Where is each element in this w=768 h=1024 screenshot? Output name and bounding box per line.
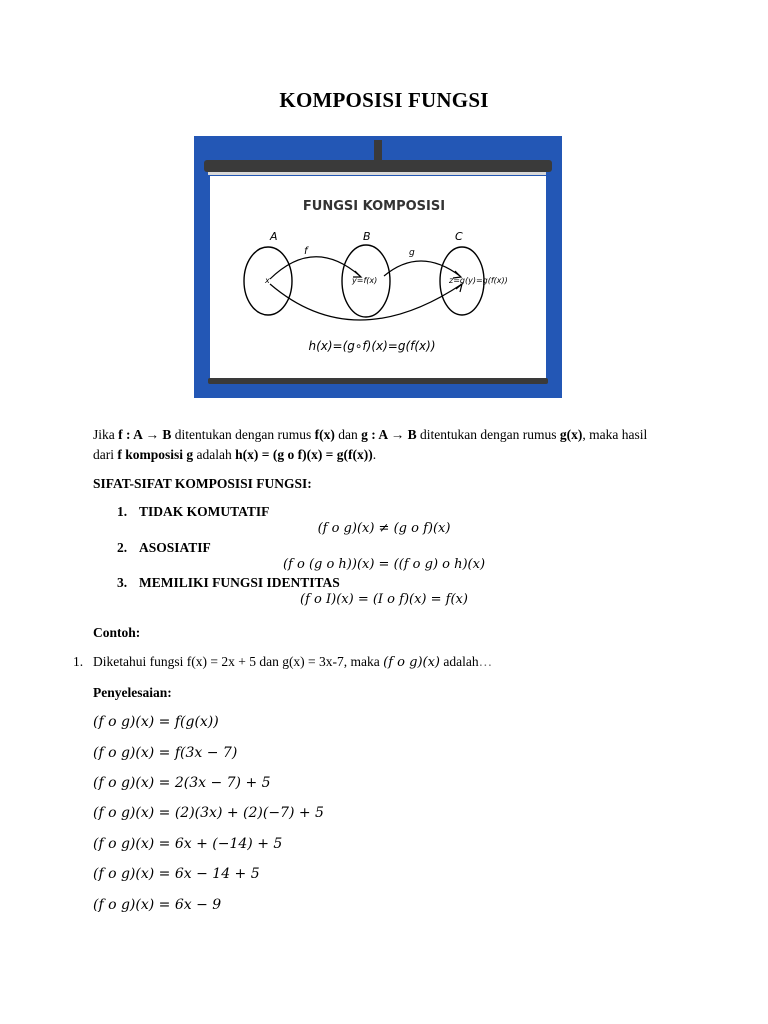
solution-step: (f o g)(x) = 2(3x − 7) + 5 xyxy=(93,775,271,791)
property-label: TIDAK KOMUTATIF xyxy=(139,504,270,519)
example-number: 1. xyxy=(73,654,84,669)
property-formula: (f o (g o h))(x) = ((f o g) o h)(x) xyxy=(282,557,486,572)
rail-hanger xyxy=(374,140,382,162)
solution-step: (f o g)(x) = f(g(x)) xyxy=(93,714,219,730)
property-number: 3. xyxy=(117,575,128,590)
composition-diagram xyxy=(194,136,562,398)
solution-step: (f o g)(x) = f(3x − 7) xyxy=(93,745,238,761)
property-formula: (f o g)(x) ≠ (g o f)(x) xyxy=(317,521,451,536)
solution-heading: Penyelesaian: xyxy=(93,685,172,700)
property-formula: (f o I)(x) = (I o f)(x) = f(x) xyxy=(300,592,468,607)
set-label-c: C xyxy=(455,230,463,243)
element-y: y=f(x) xyxy=(352,276,378,285)
property-label: ASOSIATIF xyxy=(139,540,211,555)
property-label: MEMILIKI FUNGSI IDENTITAS xyxy=(139,575,340,590)
property-number: 2. xyxy=(117,540,128,555)
diagram-heading: FUNGSI KOMPOSISI xyxy=(302,199,446,214)
element-x: x xyxy=(265,276,270,285)
set-label-b: B xyxy=(363,230,371,243)
element-z: z=g(y)=g(f(x)) xyxy=(449,276,508,285)
example-question: Diketahui fungsi f(x) = 2x + 5 dan g(x) = 3x-7, maka (f o g)(x) adalah… xyxy=(93,654,493,670)
property-number: 1. xyxy=(117,504,128,519)
solution-step: (f o g)(x) = 6x + (−14) + 5 xyxy=(93,836,283,852)
example-heading: Contoh: xyxy=(93,625,141,640)
set-label-a: A xyxy=(270,230,278,243)
page-title: KOMPOSISI FUNGSI xyxy=(279,88,489,112)
solution-step: (f o g)(x) = (2)(3x) + (2)(−7) + 5 xyxy=(93,805,324,821)
top-rail xyxy=(204,160,552,172)
arrow-label-g: g xyxy=(409,248,415,258)
properties-heading: SIFAT-SIFAT KOMPOSISI FUNGSI: xyxy=(93,476,312,491)
bottom-rail xyxy=(208,378,548,384)
solution-step: (f o g)(x) = 6x − 9 xyxy=(93,897,222,913)
arrow-label-f: f xyxy=(304,246,308,257)
solution-step: (f o g)(x) = 6x − 14 + 5 xyxy=(93,866,260,882)
diagram-formula: h(x)=(g∘f)(x)=g(f(x)) xyxy=(308,339,436,353)
intro-paragraph: Jika f : A → B ditentukan dengan rumus f(x) dan g : A → B ditentukan dengan rumus g(x), maka hasil dari f komposisi g adalah h(x) = (g o f)(x) = g(f(x)). xyxy=(93,427,648,462)
